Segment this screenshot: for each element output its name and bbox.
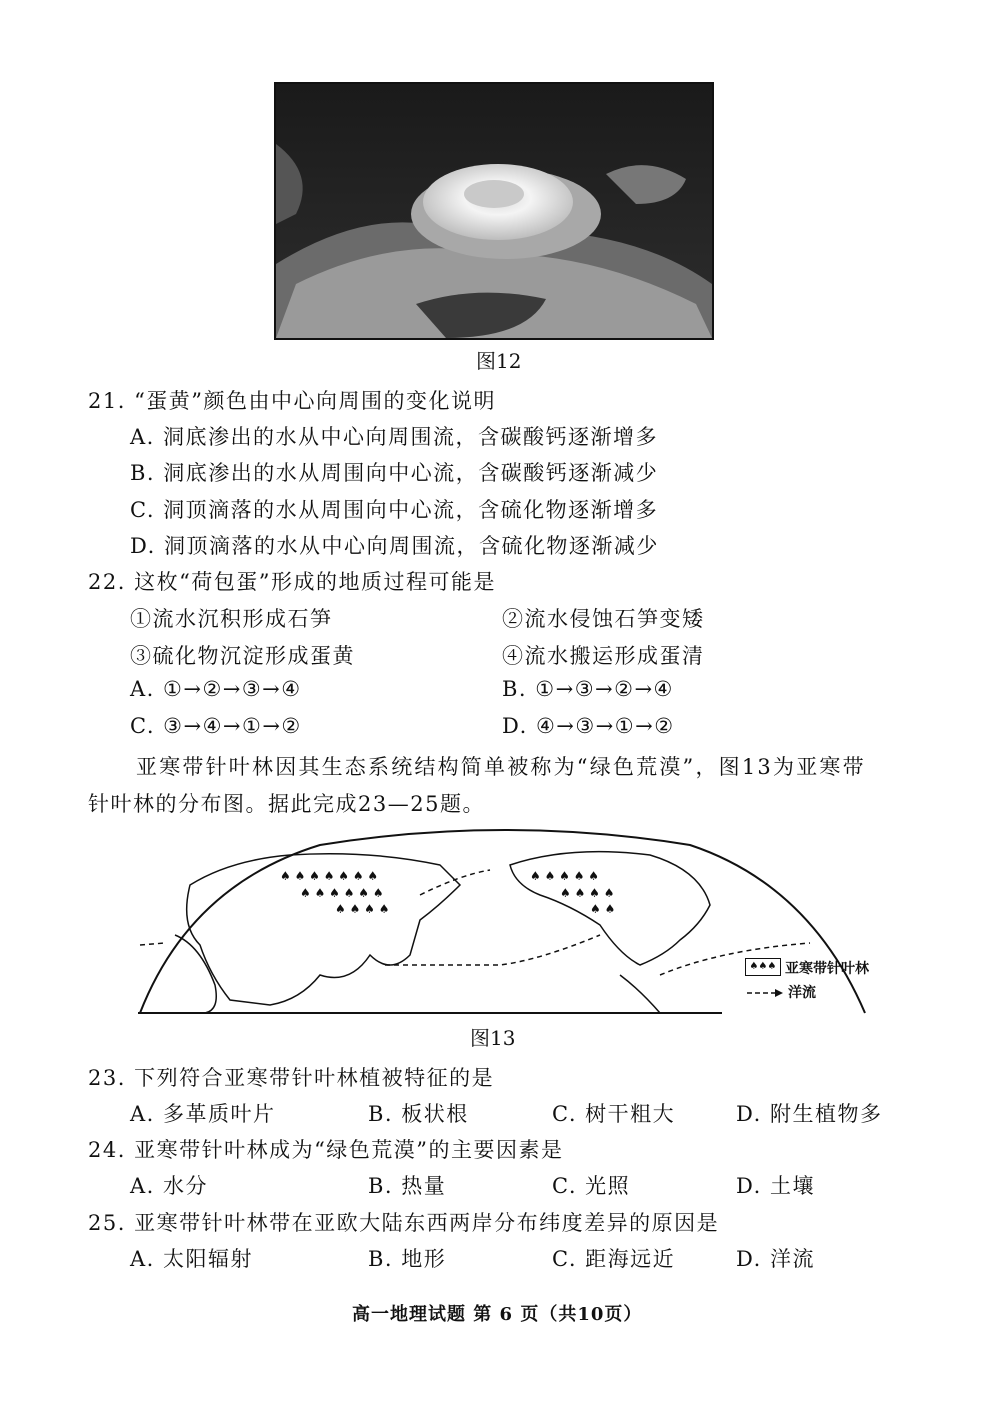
svg-text:♠ ♠ ♠ ♠: ♠ ♠ ♠ ♠ [335,902,390,916]
q24-option-c: C. 光照 [552,1174,631,1198]
q24-option-d: D. 土壤 [736,1174,815,1198]
q21-option-a: A. 洞底渗出的水从中心向周围流，含碳酸钙逐渐增多 [130,425,659,449]
question-22-stem: 22. 这枚“荷包蛋”形成的地质过程可能是 [88,570,497,594]
q22-option-c: C. ③→④→①→② [130,714,302,738]
q22-step-3: ③硫化物沉淀形成蛋黄 [130,644,355,668]
page-footer: 高一地理试题 第 6 页（共10页） [352,1304,643,1325]
q23-option-a: A. 多革质叶片 [130,1102,276,1126]
q21-option-c: C. 洞顶滴落的水从周围向中心流，含硫化物逐渐增多 [130,498,659,522]
q22-option-a: A. ①→②→③→④ [130,677,302,701]
q22-option-b: B. ①→③→②→④ [502,677,674,701]
question-24-stem: 24. 亚寒带针叶林成为“绿色荒漠”的主要因素是 [88,1138,564,1162]
figure13-caption: 图13 [470,1026,516,1050]
q21-option-b: B. 洞底渗出的水从周围向中心流，含碳酸钙逐渐减少 [130,461,659,485]
question-23-stem: 23. 下列符合亚寒带针叶林植被特征的是 [88,1066,495,1090]
q25-option-b: B. 地形 [368,1247,447,1271]
q22-step-4: ④流水搬运形成蛋清 [502,644,705,668]
q23-option-b: B. 板状根 [368,1102,469,1126]
svg-text:♠ ♠ ♠ ♠ ♠: ♠ ♠ ♠ ♠ ♠ [530,869,600,883]
q21-option-d: D. 洞顶滴落的水从中心向周围流，含硫化物逐渐减少 [130,534,659,558]
q24-option-a: A. 水分 [130,1174,209,1198]
q24-option-b: B. 热量 [368,1174,447,1198]
cave-photo-figure12 [274,82,714,340]
svg-text:♠ ♠ ♠ ♠ ♠ ♠: ♠ ♠ ♠ ♠ ♠ ♠ [300,886,384,900]
q23-option-d: D. 附生植物多 [736,1102,883,1126]
cave-photo-image [276,84,712,338]
legend-forest-swatch: ♠♠♠ [745,958,781,976]
legend-current-label: 洋流 [788,985,816,1001]
legend-current-arrow [745,984,785,1003]
q25-option-a: A. 太阳辐射 [130,1247,254,1271]
q25-option-d: D. 洋流 [736,1247,815,1271]
svg-text:♠ ♠ ♠ ♠: ♠ ♠ ♠ ♠ [560,886,615,900]
q22-option-d: D. ④→③→①→② [502,714,675,738]
question-21-stem: 21. “蛋黄”颜色由中心向周围的变化说明 [88,389,497,413]
q23-option-c: C. 树干粗大 [552,1102,676,1126]
intro-line-2: 针叶林的分布图。据此完成23—25题。 [88,792,485,816]
figure12-caption: 图12 [476,349,522,373]
intro-line-1: 亚寒带针叶林因其生态系统结构简单被称为“绿色荒漠”，图13为亚寒带 [136,755,866,779]
q22-step-2: ②流水侵蚀石笋变矮 [502,607,705,631]
q22-step-1: ①流水沉积形成石笋 [130,607,333,631]
legend-forest-label: 亚寒带针叶林 [785,961,869,977]
svg-text:♠ ♠ ♠ ♠ ♠ ♠ ♠: ♠ ♠ ♠ ♠ ♠ ♠ ♠ [280,869,379,883]
question-25-stem: 25. 亚寒带针叶林带在亚欧大陆东西两岸分布纬度差异的原因是 [88,1211,720,1235]
q25-option-c: C. 距海远近 [552,1247,676,1271]
svg-text:♠ ♠: ♠ ♠ [590,902,616,916]
